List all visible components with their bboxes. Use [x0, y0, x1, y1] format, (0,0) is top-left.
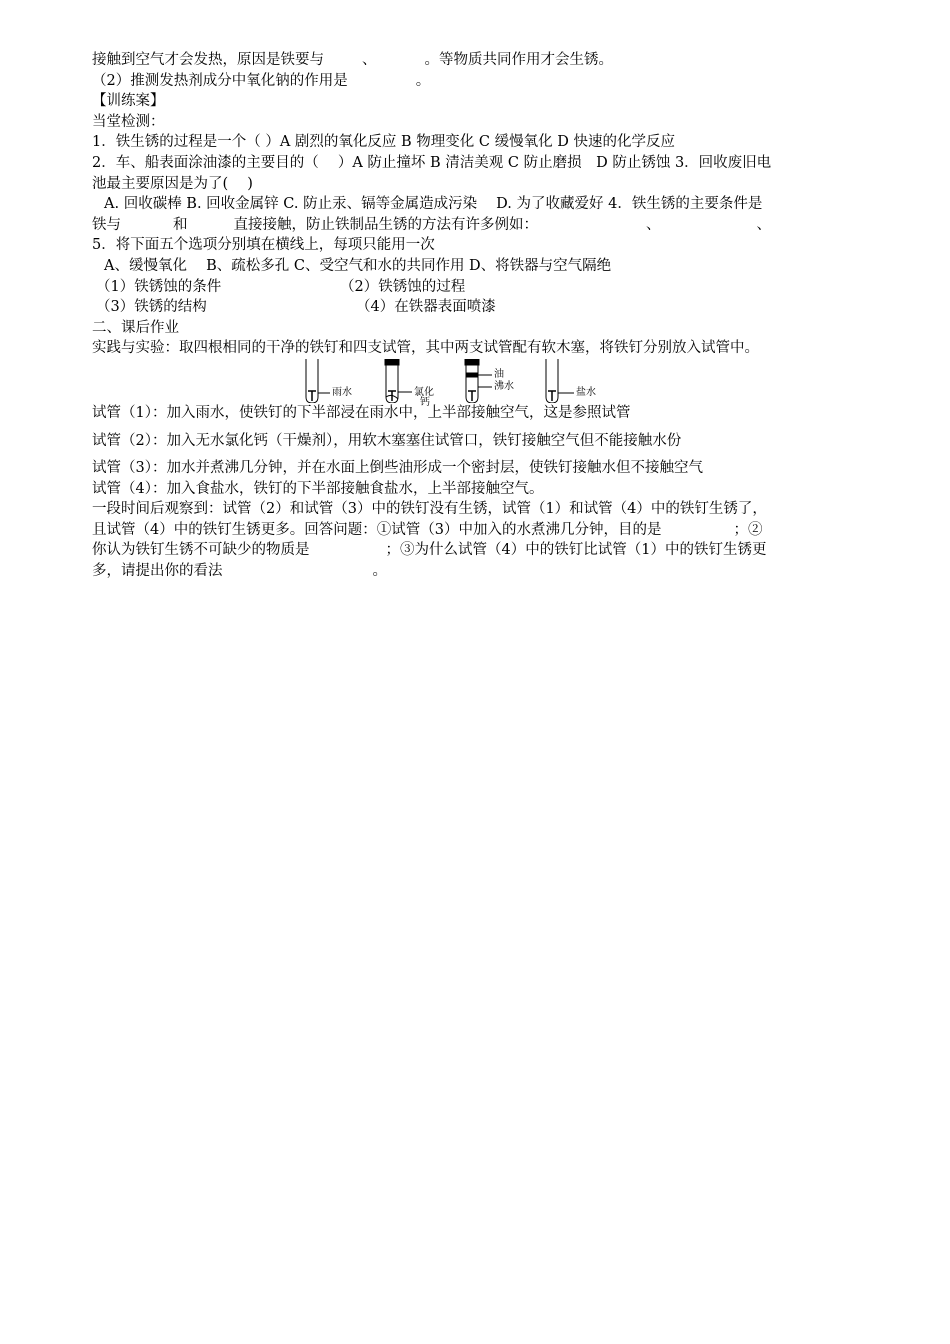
question-2-line-1: 2．车、船表面涂油漆的主要目的（ ）A 防止撞坏 B 清洁美观 C 防止磨损 D 防止锈蚀 3．回收废旧电	[92, 154, 772, 171]
test-tubes-drawing	[92, 359, 872, 403]
intro-text: 接触到空气才会发热，原因是铁要与	[92, 52, 324, 68]
intro-text: （2）推测发热剂成分中氧化钠的作用是	[92, 72, 348, 89]
separator: 、	[362, 52, 377, 68]
observation-text: ；②	[733, 521, 763, 538]
document-page	[92, 50, 872, 582]
q4-text: 铁与	[92, 216, 121, 233]
question-3-line-1: A. 回收碳棒 B. 回收金属锌 C. 防止汞、镉等金属造成污染 D. 为了收藏爱好 4．铁生锈的主要条件是	[104, 196, 763, 213]
tube-3-description: 试管（3）：加水并煮沸几分钟，并在水面上倒些油形成一个密封层，使铁钉接触水但不接触空气	[92, 460, 703, 477]
label-oil: 油	[494, 368, 504, 380]
label-calcium-chloride-2: 钙	[420, 396, 430, 408]
question-5: 5．将下面五个选项分别填在横线上，每项只能用一次	[92, 237, 435, 254]
test-tube-3	[465, 359, 492, 403]
question-1: 1．铁生锈的过程是一个（ ）A 剧烈的氧化反应 B 物理变化 C 缓慢氧化 D 快速的化学反应	[92, 134, 675, 151]
q5-item: （1）铁锈蚀的条件	[96, 278, 222, 295]
section-title-train: 【训练案】	[92, 93, 165, 110]
q4-text: 直接接触，防止铁制品生锈的方法有许多例如：	[233, 216, 538, 233]
observation-line-2	[92, 520, 872, 541]
observation-text: 多，请提出你的看法	[92, 563, 223, 580]
q5-item: （3）铁锈的结构	[96, 299, 207, 316]
intro-text: 。等物质共同作用才会生锈。	[424, 52, 613, 68]
observation-line-4	[92, 561, 872, 582]
observation-text: 你认为铁钉生锈不可缺少的物质是	[92, 542, 310, 559]
test-tube-4	[546, 359, 574, 403]
tube-2-description: 试管（2）：加入无水氯化钙（干燥剂），用软木塞塞住试管口，铁钉接触空气但不能接触水份	[92, 432, 682, 449]
tube-4-description: 试管（4）：加入食盐水，铁钉的下半部接触食盐水，上半部接触空气。	[92, 480, 544, 497]
question-5-row-2	[92, 297, 872, 318]
test-tube-1	[306, 359, 330, 403]
separator: 、	[756, 216, 771, 233]
observation-text: 且试管（4）中的铁钉生锈更多。回答问题：①试管（3）中加入的水煮沸几分钟，目的是	[92, 521, 662, 538]
q5-item: （2）铁锈蚀的过程	[340, 278, 466, 295]
separator: 、	[646, 216, 661, 233]
section-title-check: 当堂检测：	[92, 113, 165, 130]
observation-line-1: 一段时间后观察到：试管（2）和试管（3）中的铁钉没有生锈，试管（1）和试管（4）中的铁钉生锈了，	[92, 501, 767, 518]
q4-text: 和	[173, 216, 188, 233]
tube-1-description: 试管（1）：加入雨水，使铁钉的下半部浸在雨水中，上半部接触空气，这是参照试管	[92, 404, 631, 421]
question-5-options: A、缓慢氧化 B、疏松多孔 C、受空气和水的共同作用 D、将铁器与空气隔绝	[104, 257, 612, 274]
experiment-intro: 实践与实验：取四根相同的干净的铁钉和四支试管，其中两支试管配有软木塞，将铁钉分别放入试管中。	[92, 340, 759, 357]
question-2-line-2: 池最主要原因是为了( )	[92, 175, 253, 192]
observation-text: ；③为什么试管（4）中的铁钉比试管（1）中的铁钉生锈更	[385, 542, 767, 559]
test-tube-figure	[92, 359, 872, 408]
label-rain-water: 雨水	[332, 386, 352, 398]
label-calcium-chloride-1: 氯化	[414, 386, 434, 398]
label-boiled-water: 沸水	[494, 380, 514, 392]
intro-line-2	[92, 71, 872, 92]
question-4-line-2	[92, 215, 872, 236]
q5-item: （4）在铁器表面喷漆	[356, 299, 496, 316]
test-tube-2	[385, 359, 412, 403]
observation-text: 。	[372, 563, 387, 580]
label-salt-water: 盐水	[576, 386, 596, 398]
section-title-homework: 二、课后作业	[92, 319, 179, 336]
observation-line-3	[92, 540, 872, 561]
intro-text: 。	[415, 72, 431, 89]
intro-line-1	[92, 50, 872, 71]
question-5-row-1	[92, 277, 872, 298]
